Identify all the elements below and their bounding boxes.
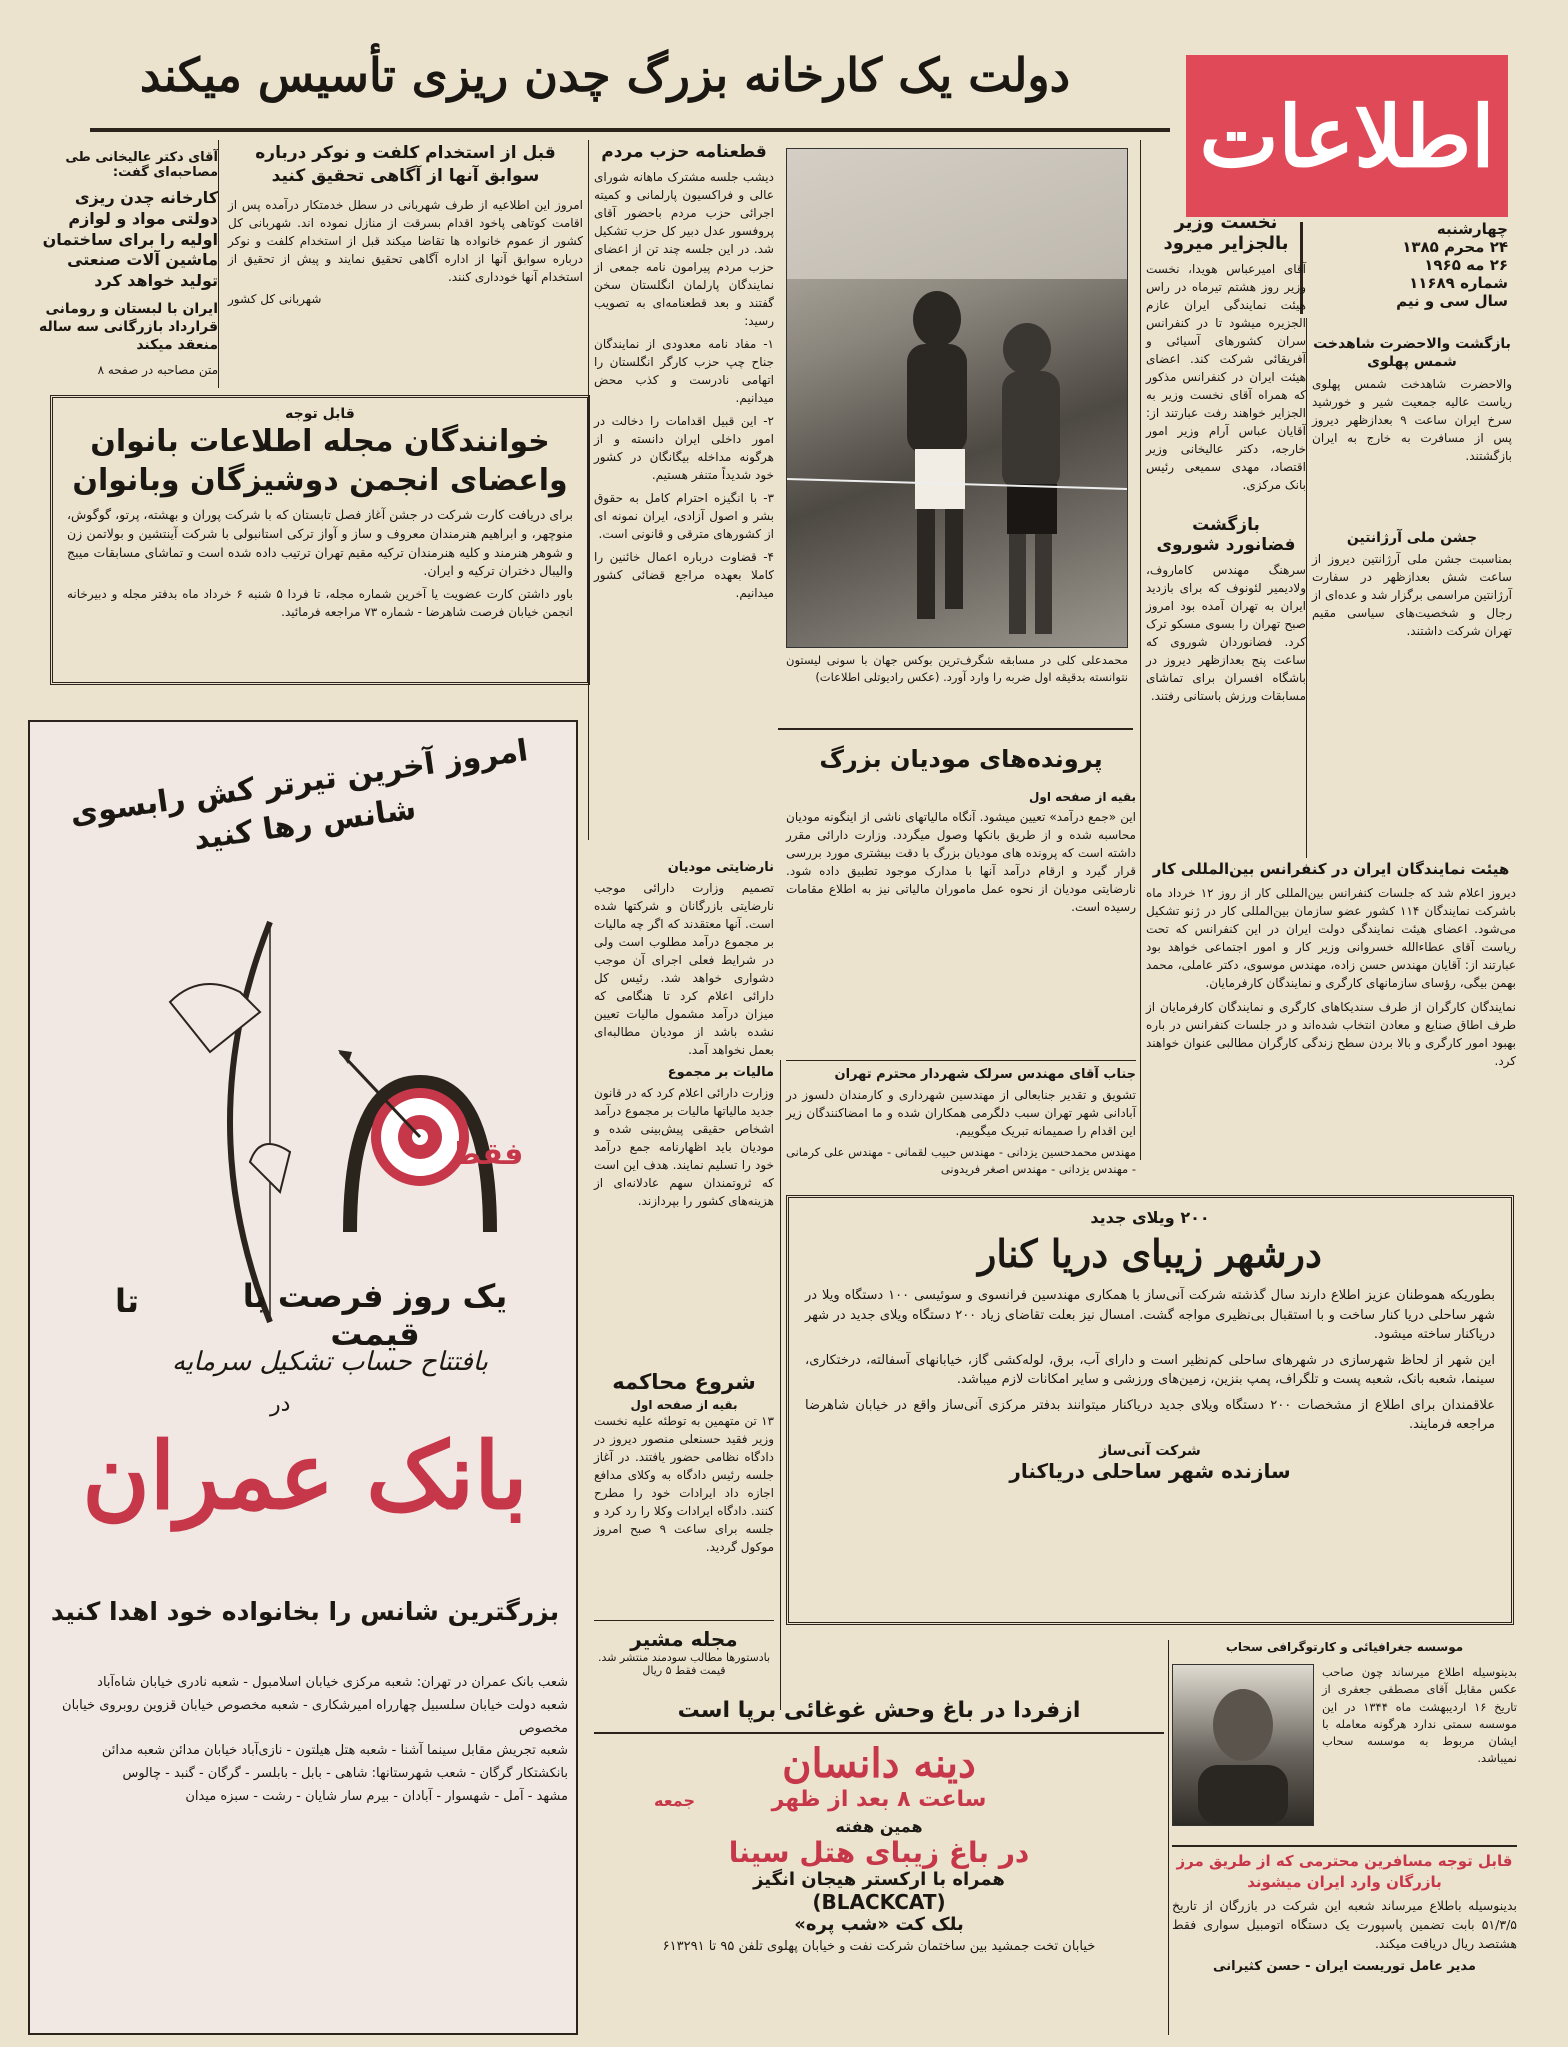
- sahab-institute: موسسه جغرافیائی و کارتوگرافی سحاب: [1225, 1640, 1464, 1654]
- travel-body: بدینوسیله باطلاع میرساند شعبه این شرکت در بازرگان از تاریخ ۵۱/۳/۵ بابت تضمین پاسپورت یک دستگاه اتومبیل سواری فقط هشتصد ریال دریافت میکند.: [1172, 1898, 1517, 1951]
- notice-headline-2: واعضای انجمن دوشیزگان وبانوان: [72, 463, 568, 498]
- party-headline: قطعنامه حزب مردم: [601, 142, 767, 162]
- branch-line-2: شعبه دولت خیابان سلسبیل چهارراه امیرشکاری - شعبه مخصوص خیابان قزوین روبروی خیابان مخصوص: [62, 1697, 568, 1736]
- party-point-1: ۱- مفاد نامه معدودی از نمایندگان جناح چپ حزب کارگر انگلستان را اتهامی نادرست و کذب محض میدانیم.: [594, 337, 774, 405]
- dance-blackcat-fa: بلک کت «شب پره»: [794, 1914, 964, 1935]
- servants-signature: شهربانی کل کشور: [228, 291, 322, 306]
- servants-headline: قبل از استخدام کلفت و نوکر درباره سوابق آنها از آگاهی تحقیق کنید: [255, 143, 556, 186]
- villas-company: شرکت آنی‌ساز: [1099, 1442, 1201, 1459]
- bank-branches: [42, 1672, 568, 1809]
- date-line-gregorian: ۲۶ مه ۱۹۶۵: [1424, 256, 1508, 274]
- princess-headline: بازگشت والاحضرت شاهدخت شمس پهلوی: [1313, 336, 1511, 371]
- villas-headline: درشهر زیبای دریا کنار: [978, 1231, 1322, 1276]
- dance-title: دینه‌ دانسان: [782, 1740, 976, 1787]
- bank-ad-only: فقط: [450, 1137, 524, 1172]
- bow-and-target-illustration: [70, 902, 550, 1342]
- photo-caption: محمدعلی کلی در مسابقه شگرف‌ترین بوکس جهان با سونی لیستون نتوانسته بدقیقه اول ضربه را وارد آورد. (عکس رادیوتلی اطلاعات): [786, 653, 1128, 685]
- travel-manager: مدیر عامل توریست ایران - حسن کثیرانی: [1213, 1959, 1476, 1975]
- trial-headline: شروع محاکمه: [612, 1370, 756, 1394]
- dance-week: همین هفته: [835, 1817, 923, 1836]
- villas-label: ۲۰۰ ویلای جدید: [1090, 1208, 1210, 1227]
- magazine-box: [594, 1620, 774, 1700]
- party-point-2: ۲- این قبیل اقدامات را دخالت در امور داخلی ایران دانسته و از هرگونه مداخله بیگانگان در کشور خود شدیداً متنفر هستیم.: [594, 414, 774, 482]
- dance-time: ساعت ۸ بعد از ظهر: [771, 1787, 987, 1812]
- bank-ad-dar: در: [270, 1392, 291, 1417]
- dance-blackcat: [594, 1890, 1164, 1914]
- princess-body: والاحضرت شاهدخت شمس پهلوی ریاست عالیه جمعیت شیر و خورشید سرخ ایران ساعت ۹ بعدازظهر دیروز پس از مسافرت به خارج به ایران بازگشتند.: [1312, 377, 1512, 464]
- notice-headline-1: خوانندگان مجله اطلاعات بانوان: [90, 424, 550, 459]
- ilo-body-2: نمایندگان کارگران از طرف سندیکاهای کارگری و نمایندگان کارفرمایان از طرف اطاق صنایع و معادن انتخاب شده‌اند و در جلسات کنفرانس در باره بهبود امور کارگری و بالا بردن سطح زندگی کارگران مطالبی عنوان خواهند کرد.: [1146, 1000, 1516, 1068]
- mayor-signers: مهندس محمدحسین یزدانی - مهندس حبیب لقمانی - مهندس علی کرمانی - مهندس یزدانی - مهندس اصغر فریدونی: [786, 1145, 1136, 1177]
- dance-ad: [594, 1740, 1164, 2035]
- date-line-day: چهارشنبه: [1436, 220, 1508, 238]
- interview-intro: آقای دکتر عالیخانی طی مصاحبه‌ای گفت:: [65, 150, 218, 180]
- taxpayers-headline: پرونده‌های مودیان بزرگ: [819, 745, 1103, 773]
- mayor-notice: [786, 1060, 1136, 1190]
- party-point-3: ۳- با انگیزه احترام کامل به حقوق بشر و اصول آزادی، ایران نمونه ای از کشورهای مترقی و قانونی است.: [594, 491, 774, 541]
- return-article: [1146, 515, 1306, 845]
- sahab-notice: [1172, 1640, 1517, 1840]
- travel-headline: قابل توجه مسافرین محترمی که از طریق مرز بازرگان وارد ایران میشوند: [1176, 1852, 1513, 1891]
- taxpayers-body: این «جمع درآمد» تعیین میشود. آنگاه مالیاتهای ناشی از اینگونه مودیان محاسبه شده و از طریق بانکها وصول میگردد. وزارت دارائی مقرر داشته است که پرونده های مودیان بزرگ با دقت بیشتری مورد بررسی قرار گیرد و ارقام درآمد آنها با مدارک موجود تطبیق داده شود. نارضایتی مودیان از نحوه عمل ماموران مالیاتی نیز به اطلاع مقامات رسیده است.: [786, 810, 1136, 914]
- return-headline-2: فضانورد شوروی: [1156, 535, 1296, 555]
- notice-body: برای دریافت کارت شرکت در جشن آغاز فصل تابستان که با شرکت پوران و بهشته، پرتو، گوگوش، منوچهر، و ابراهیم هنرمندان معروف و ساز و آواز ترکی استانبولی با شرکت آینتشین و بولاتمن زن و شوهر هنرمند و کلیه هنرمندان ترکیه مقیم تهران ترتیب داده شده است و تماشای مسابقات میبج والیبال دختران ترکیه و ایران.: [67, 507, 573, 579]
- alikhani-interview: [28, 150, 218, 380]
- servants-body: امروز این اطلاعیه از طرف شهربانی در سطل خدمتکار درآمده پس از اقامت کوتاهی پاخود اقدام بسرقت از منازل نموده اند. شهربانی کل کشور از عموم خانواده ها تقاضا میکند قبل از استخدام کلفت و نوکر درباره سوابق آنها از اداره آگاهی تحقیق نمایند و پیش از تحقیق از استخدام آنها خودداری کنند.: [228, 197, 583, 284]
- date-line-issue: شماره ۱۱۶۸۹: [1409, 274, 1508, 292]
- pm-headline-2: بالجزایر میرود: [1163, 233, 1289, 254]
- masthead-logo-box: [1186, 55, 1508, 217]
- portrait-photo: [1172, 1664, 1314, 1826]
- party-body: دیشب جلسه مشترک ماهانه شورای عالی و فراکسیون پارلمانی و کمیته اجرائی حزب مردم باحضور آقای پروفسور عدل دبیر کل حزب تشکیل شد. در این جلسه چند تن از اعضای حزب مردم پیرامون نامه جمعی از نمایندگان پارلمان انگلستان سخن گفتند و بعد قطعنامه‌ای به تصویب رسید:: [594, 170, 774, 328]
- interview-continued: متن مصاحبه در صفحه ۸: [97, 362, 218, 377]
- taxpayers-body-3: وزارت دارائی اعلام کرد که در قانون جدید مالیاتها مالیات بر مجموع درآمد اشخاص حقیقی پیش‌بینی شده و مودیان باید اظهارنامه جمع درآمد خود را تسلیم نمایند. هدف این است که ثروتمندان سهم عادلانه‌ای از هزینه‌های کشور را بپردازند.: [594, 1086, 774, 1208]
- bank-ad-until: تا: [115, 1282, 140, 1320]
- villas-body-3: علاقمندان برای اطلاع از مشخصات ۲۰۰ دستگاه ویلای جدید دریاکنار میتوانند بدفتر مرکزی آنی‌ساز واقع در خیابان شاهرضا مراجعه فرمایند.: [805, 1397, 1495, 1432]
- bank-ad-top: امروز آخرین تیرتر کش رابسوی شانس رها کنید: [67, 733, 531, 858]
- branch-line-1: شعب بانک عمران در تهران: شعبه مرکزی خیابان اسلامبول - شعبه نادری خیابان شاه‌آباد: [97, 1675, 568, 1690]
- dance-band: همراه با ارکستر هیجان انگیز: [753, 1869, 1005, 1890]
- return-body: سرهنگ مهندس کاماروف، ولادیمیر لئونوف که برای بازدید ایران به تهران آمده بود امروز صبح تهران را بسوی مسکو ترک کرد. فضانوردان شوروی که ساعت پنج بعدازظهر دیروز در باشگاه افسران برای تماشای مسابقات ورزش باستانی رفتند.: [1146, 563, 1306, 703]
- pm-body: آقای امیرعباس هویدا، نخست وزیر روز هشتم تیرماه در راس هیئت نمایندگی ایران عازم الجزیره میشود تا در کنفرانس سران کشورهای آسیائی و آفریقائی شرکت کند. اعضای هیئت ایران در کنفرانس مذکور که همراه آقای نخست وزیر به الجزایر خواهند رفت عبارتند از: آقایان عباس آرام وزیر امور خارجه، دکتر عالیخانی وزیر اقتصاد، مهدی سمیعی رئیس بانک مرکزی.: [1146, 262, 1306, 492]
- date-line-year: سال سی و نیم: [1396, 292, 1508, 310]
- branch-line-4: بانکشتکار گرگان - شعب شهرستانها: شاهی - بابل - بابلسر - گرگان - گنبد - چالوس: [122, 1766, 568, 1781]
- mayor-body: تشویق و تقدیر جنابعالی از مهندسین شهرداری و کارمندان دلسوز در آبادانی شهر تهران سبب دلگرمی همکاران شده و ما امضاکنندگان زیر این اقدام را صمیمانه تبریک میگوییم.: [786, 1088, 1136, 1138]
- date-box: [1310, 220, 1508, 312]
- dance-time-row: [594, 1787, 1164, 1817]
- boxing-silhouette: [787, 149, 1127, 647]
- princess-article: [1312, 335, 1512, 535]
- bank-ad-mid: یک روز فرصت با قیمت: [242, 1277, 508, 1353]
- portrait-silhouette: [1173, 1665, 1313, 1825]
- bank-ad-bank: بانک عمران: [82, 1422, 528, 1530]
- taxpayers-continued: بقیه از صفحه اول: [1028, 790, 1136, 804]
- banner-headline: دولت یک کارخانه بزرگ چدن ریزی تأسیس میکند: [139, 48, 1071, 102]
- sahab-body: بدینوسیله اطلاع میرساند چون صاحب عکس مقابل آقای مصطفی جعفری از تاریخ ۱۶ اردیبهشت ماه ۱۳۴۴ در این موسسه سمتی ندارد هرگونه معامله با ایشان مربوط به موسسه سحاب نمیباشد.: [1322, 1665, 1517, 1766]
- villas-ad: [786, 1195, 1514, 1625]
- interview-bullet-2: ایران با لبستان و رومانی قرارداد بازرگانی سه ساله منعقد میکند: [38, 300, 218, 354]
- taxpayers-body-2: تصمیم وزارت دارائی موجب نارضایتی بازرگانان و شرکتها شده است. آنها معتقدند که اگر چه مالیات بر مجموع درآمد مطلوب است ولی در شرایط فعلی اجرای آن موجب دشواری خواهد شد. رئیس کل دارائی اعلام کرد تا هنگامی که میزان درآمد مشمول مالیات تعیین نشده باشد از مودیان مطالبه‌ای بعمل نخواهد آمد.: [594, 881, 774, 1057]
- bank-ad-sub: بافتتاح حساب تشکیل سرمایه: [172, 1347, 488, 1377]
- taxpayers-sub-2: مالیات بر مجموع: [667, 1065, 774, 1080]
- bank-ad-bottom: بزرگترین شانس را بخانواده خود اهدا کنید: [50, 1597, 560, 1626]
- travel-notice: [1172, 1845, 1517, 2035]
- branch-line-3: شعبه تجریش مقابل سینما آشنا - شعبه هتل هیلتون - نازی‌آباد خیابان مدائن شعبه مدائن: [101, 1743, 568, 1759]
- notice-box: [50, 395, 590, 685]
- return-headline-1: بازگشت: [1192, 515, 1260, 535]
- taxpayers-sub-1: نارضایتی مودیان: [667, 860, 774, 875]
- trial-continued: بقیه از صفحه اول: [630, 1398, 738, 1412]
- ilo-body: دیروز اعلام شد که جلسات کنفرانس بین‌المللی کار از روز ۱۲ خرداد ماه باشرکت نمایندگان ۱۱۴ کشور عضو سازمان بین‌المللی کار در ژنو تشکیل می‌شود. اعضای هیئت نمایندگی دولت ایران در این کنفرانس که تحت ریاست آقای عطاءالله خسروانی وزیر کار و امور اجتماعی خواهد بود عبارتند از: آقایان مهندس حسن زاده، مهندس موسوی، دکتر عاملی، محمد بهمن بیگی، رؤسای سازمانهای کارگری و نمایندگان کارفرمایان.: [1146, 886, 1516, 990]
- boxing-photo: [786, 148, 1128, 648]
- villas-body-2: این شهر از لحاظ شهرسازی در شهرهای ساحلی کم‌نظیر است و دارای آب، برق، لوله‌کشی گاز، خیابانهای آسفالته، درختکاری، سینما، شعبه بانک، شعبه پست و تلگراف، پمپ بنزین، زمین‌های ورزشی و سایر امکانات لازم میباشد.: [805, 1352, 1495, 1387]
- taxpayers-article-col2: [594, 860, 774, 1360]
- taxpayers-article: [786, 790, 1136, 1050]
- argentina-body: بمناسبت جشن ملی آرژانتین دیروز از ساعت شش بعدازظهر در سفارت آرژانتین مراسمی برگزار شد و عده‌ای از رجال و شخصیت‌های سیاسی مقیم تهران شرکت داشتند.: [1312, 552, 1512, 638]
- villas-tagline: سازنده شهر ساحلی دریاکنار: [1009, 1458, 1291, 1483]
- party-point-4: ۴- قضاوت درباره اعمال خائنین را کاملا بعهده مراجع قضائی کشور میدانیم.: [594, 550, 774, 600]
- magazine-body: بادستورها مطالب سودمند منتشر شد. قیمت فقط ۵ ریال: [597, 1651, 771, 1677]
- notice-label: قابل توجه: [285, 406, 355, 422]
- pm-article: [1146, 212, 1306, 512]
- zoo-headline: ازفردا در باغ وحش غوغائی برپا است: [594, 1698, 1164, 1734]
- dance-venue: در باغ زیبای هتل سینا: [728, 1836, 1030, 1869]
- dance-blackcat-latin: (BLACKCAT): [812, 1890, 946, 1914]
- argentina-headline: جشن ملی آرژانتین: [1346, 530, 1478, 546]
- dance-friday: جمعه: [654, 1791, 695, 1810]
- logo: اطلاعات: [1199, 86, 1495, 186]
- mayor-headline: جناب آقای مهندس سرلک شهردار محترم تهران: [834, 1067, 1136, 1082]
- pm-headline-1: نخست وزیر: [1174, 212, 1278, 233]
- trial-body: ۱۳ تن متهمین به توطئه علیه نخست وزیر فقید حسنعلی منصور دیروز در دادگاه نظامی حضور یافتند. در آغاز جلسه رئیس دادگاه به وکلای مدافع اجازه داد ایرادات خود را مطرح کنند. دادگاه ایرادات وکلا را رد کرد و جلسه برای ساعت ۹ صبح امروز موکول گردید.: [594, 1414, 774, 1554]
- ilo-headline: هیئت نمایندگان ایران در کنفرانس بین‌المللی کار: [1152, 860, 1510, 878]
- branch-line-5: مشهد - آمل - شهسوار - آبادان - بیرم‌ سار شایان - رشت - سبزه میدان: [185, 1788, 568, 1804]
- magazine-name: مجله مشیر: [630, 1627, 738, 1651]
- interview-bullet-1: کارخانه چدن ریزی دولتی مواد و لوازم اولیه را برای ساختمان ماشین آلات صنعتی تولید خواهد کرد: [42, 188, 218, 291]
- servants-article: [228, 142, 583, 392]
- argentina-article: [1312, 530, 1512, 680]
- dance-address: خیابان تخت جمشید بین ساختمان شرکت نفت و خیابان پهلوی تلفن ۹۵ تا ۶۱۳۲۹۱: [662, 1939, 1096, 1954]
- ilo-article: [1146, 860, 1516, 1180]
- bank-ad: [28, 720, 578, 2035]
- party-article: [594, 142, 774, 847]
- villas-body: بطوریکه هموطنان عزیز اطلاع دارند سال گذشته شرکت آنی‌ساز با همکاری مهندسین فرانسوی و سوئیسی ۱۰۰ دستگاه ویلا در شهر ساحلی دریا کنار ساخت و با استقبال بی‌نظیری مواجه گشت. امسال نیز بعلت تقاضای زیاد ۲۰۰ دستگاه ویلای جدید در شهر دریاکنار ساخته میشود.: [805, 1288, 1495, 1342]
- trial-article-box: [594, 1370, 774, 1610]
- notice-footer: باور داشتن کارت عضویت یا آخرین شماره مجله، تا فردا ۵ شنبه ۶ خرداد ماه بدفتر مجله و دبیرخانه انجمن خیابان فرصت شاهرضا - شماره ۷۳ مراجعه فرمائید.: [67, 587, 573, 619]
- date-line-hijri: ۲۴ محرم ۱۳۸۵: [1402, 238, 1508, 256]
